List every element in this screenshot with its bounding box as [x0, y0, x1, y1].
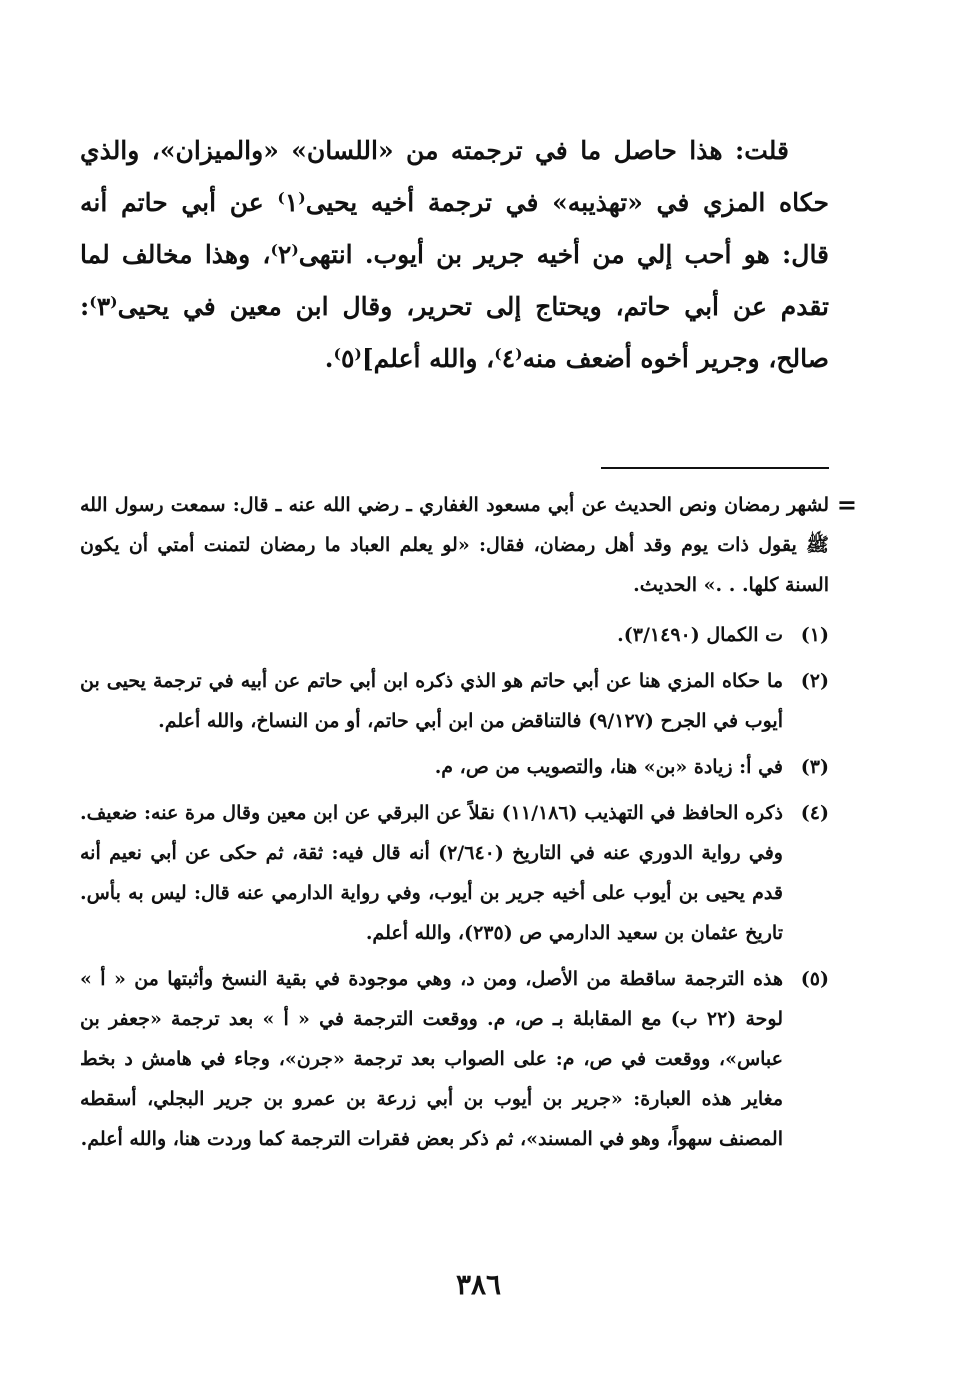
- main-paragraph-text: قلت: هذا حاصل ما في ترجمته من «اللسان» «والميزان»، والذي حكاه المزي في «تهذيبه» في ترجمة أخيه يحيى⁽١⁾ عن أبي حاتم أنه قال: هو أحب إلي من أخيه جرير بن أيوب. انتهى⁽٢⁾، وهذا مخالف لما تقدم عن أبي حاتم، ويحتاج إلى تحرير، وقال ابن معين في يحيى⁽٣⁾: صالح، وجرير أخوه أضعف منه⁽٤⁾، والله أعلم]⁽٥⁾.: [80, 136, 830, 373]
- footnote-3: [80, 747, 829, 787]
- footnote-1: [80, 615, 829, 655]
- footnote-5: [80, 959, 829, 1159]
- footnote-number: (١): [800, 624, 829, 646]
- continuation-marker: =: [836, 490, 857, 519]
- main-paragraph: [80, 125, 829, 385]
- footnote-continuation: لشهر رمضان ونص الحديث عن أبي مسعود الغفاري ـ رضي الله عنه ـ قال: سمعت رسول الله ﷺ يقول ذات يوم وقد أهل رمضان، فقال: «لو يعلم العباد ما رمضان لتمنت أمتي أن يكون السنة كلها. . .» الحديث.: [80, 494, 829, 596]
- page-number: ٣٨٦: [455, 1268, 502, 1301]
- footnote-number: (٥): [800, 968, 829, 990]
- footnote-number: (٢): [800, 670, 829, 692]
- footnote-separator: [601, 467, 829, 469]
- footnote-2: [80, 661, 829, 741]
- footnote-text: ت الكمال (٣/١٤٩٠).: [617, 624, 783, 646]
- footnote-number: (٣): [800, 756, 829, 778]
- main-text-block: [80, 125, 829, 385]
- footnote-number: (٤): [800, 802, 829, 824]
- footnote-text: ذكره الحافظ في التهذيب (١١/١٨٦) نقلاً عن البرقي عن ابن معين وقال مرة عنه: ضعيف. وفي رواية الدوري عنه في التاريخ (٢/٦٤٠) أنه قال فيه: ثقة، ثم حكى عن أبي نعيم أنه قدم يحيى بن أيوب على أخيه جرير بن أيوب، وفي رواية الدارمي عنه قال: ليس به بأس. تاريخ عثمان بن سعيد الدارمي ص (٢٣٥)، والله أعلم.: [80, 802, 783, 944]
- footnotes-section: [80, 485, 829, 1165]
- footnote-text: هذه الترجمة ساقطة من الأصل، ومن د، وهي موجودة في بقية النسخ وأثبتها من « أ » لوحة (٢٢ ب) مع المقابلة بـ ص، م. ووقعت الترجمة في « أ » بعد ترجمة «جعفر بن عباس»، ووقعت في ص، م: على الصواب بعد ترجمة «جرن»، وجاء في هامش د بخط مغاير هذه العبارة: «جرير بن أيوب بن أبي زرعة بن عمرو بن جرير البجلي، أسقطه المصنف سهواً، وهو في المسند»، ثم ذكر بعض فقرات الترجمة كما وردت هنا، والله أعلم.: [80, 968, 783, 1150]
- footnote-text: في أ: زيادة «بن» هنا، والتصويب من ص، م.: [434, 756, 783, 778]
- footnote-text: ما حكاه المزي هنا عن أبي حاتم هو الذي ذكره ابن أبي حاتم عن أبيه في ترجمة يحيى بن أيوب في الجرح (٩/١٢٧) فالتناقض من ابن أبي حاتم، أو من النساخ، والله أعلم.: [80, 670, 783, 732]
- footnote-4: [80, 793, 829, 953]
